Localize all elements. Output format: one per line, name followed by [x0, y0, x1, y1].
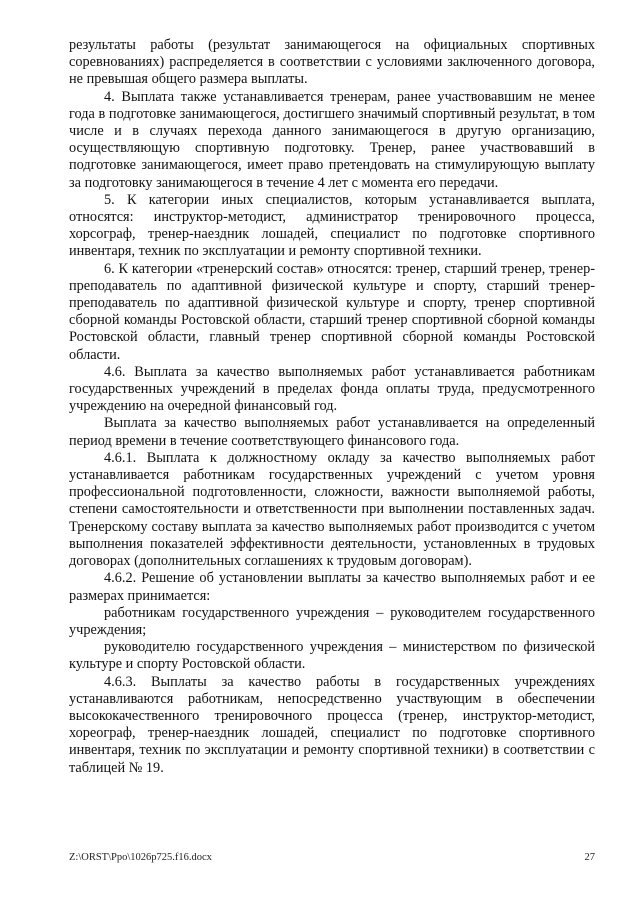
page-number: 27 — [584, 852, 595, 863]
paragraph-continuation: результаты работы (результат занимающегося на официальных спортивных соревнованиях) распределяется в соответствии с условиями заключенного договора, не превышая общего размера выплаты. — [69, 37, 595, 88]
paragraph-4-6-3: 4.6.3. Выплаты за качество работы в государственных учреждениях устанавливаются работникам, непосредственно участвующим в обеспечении высококачественного тренировочного процесса (тренер, инструктор-методист, хореограф, тренер-наездник лошадей, специалист по подготовке спортивного инвентаря, техник по эксплуатации и ремонту спортивной техники) в соответствии с таблицей № 19. — [69, 673, 595, 776]
paragraph-item-5: 5. К категории иных специалистов, которым устанавливается выплата, относятся: инструктор-методист, администратор тренировочного процесса, хорсограф, тренер-наездник лошадей, специалист по подготовке спортивного инвентаря, техник по эксплуатации и ремонту спортивной техники. — [69, 191, 595, 260]
paragraph-4-6: 4.6. Выплата за качество выполняемых работ устанавливается работникам государственных учреждений в пределах фонда оплаты труда, предусмотренного учреждению на очередной финансовый год. — [69, 363, 595, 415]
paragraph-decision-employees: работникам государственного учреждения – руководителем государственного учреждения; — [69, 604, 595, 638]
paragraph-period: Выплата за качество выполняемых работ устанавливается на определенный период времени в течение соответствующего финансового года. — [69, 415, 595, 449]
document-body — [69, 37, 595, 777]
paragraph-item-4: 4. Выплата также устанавливается тренерам, ранее участвовавшим не менее года в подготовке занимающегося, достигшего значимый спортивный результат, в том числе и в случаях перехода данного занимающегося в другую организацию, осуществляющую спортивную подготовку. Тренер, ранее участвовавший в подготовке занимающегося, имеет право претендовать на стимулирующую выплату за подготовку занимающегося в течение 4 лет с момента его передачи. — [69, 88, 595, 191]
paragraph-decision-head: руководителю государственного учреждения – министерством по физической культуре и спорту Ростовской области. — [69, 639, 595, 673]
paragraph-item-6: 6. К категории «тренерский состав» относятся: тренер, старший тренер, тренер-преподаватель по адаптивной физической культуре и спорту, старший тренер-преподаватель по адаптивной физической культуре и спорту, тренер спортивной сборной команды Ростовской области, старший тренер спортивной сборной команды Ростовской области, главный тренер спортивной сборной команды Ростовской области. — [69, 260, 595, 363]
paragraph-4-6-2: 4.6.2. Решение об установлении выплаты за качество выполняемых работ и ее размерах принимается: — [69, 570, 595, 604]
paragraph-4-6-1: 4.6.1. Выплата к должностному окладу за качество выполняемых работ устанавливается работникам государственных учреждений с учетом уровня профессиональной подготовленности, сложности, важности выполняемой работы, степени самостоятельности и ответственности при выполнении поставленных задач. Тренерскому составу выплата за качество выполняемых работ производится с учетом выполнения показателей эффективности деятельности, установленных в трудовых договорах (дополнительных соглашениях к трудовым договорам). — [69, 449, 595, 570]
file-path: Z:\ORST\Ppo\1026p725.f16.docx — [69, 852, 212, 863]
